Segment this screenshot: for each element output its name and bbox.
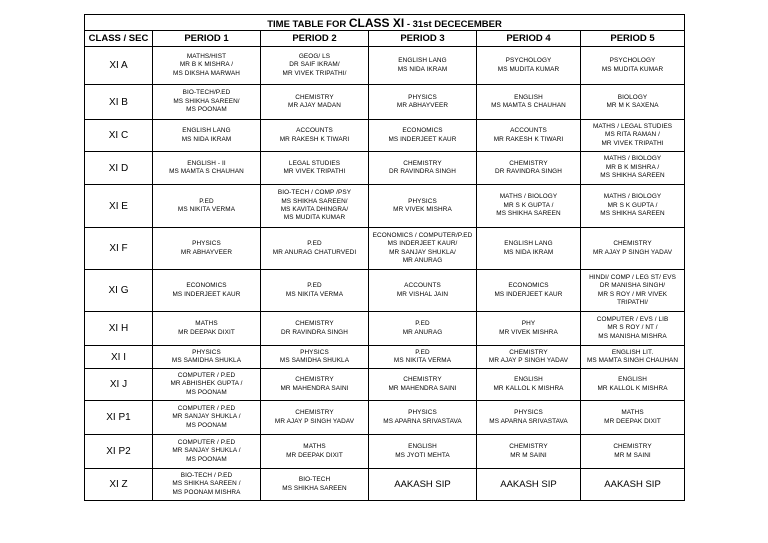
cell-line: MR ABHAYVEER	[180, 248, 233, 256]
cell-line: ECONOMICS	[402, 127, 443, 135]
period-5-cell	[581, 401, 685, 435]
period-1-cell	[153, 47, 261, 85]
cell-line: MS SHIKHA SAREEN/	[173, 97, 240, 105]
cell-line: MR M SAINI	[614, 451, 651, 459]
header-period-3: PERIOD 3	[369, 31, 477, 47]
class-sec-cell: XI E	[85, 185, 153, 228]
cell-line: DR RAVINDRA SINGH	[389, 168, 456, 175]
cell-line: AAKASH SIP	[500, 479, 557, 490]
cell-line: ECONOMICS	[186, 282, 227, 290]
class-sec-cell: XI H	[85, 312, 153, 346]
period-1-cell	[153, 120, 261, 152]
period-3-cell	[369, 152, 477, 185]
period-5-cell	[581, 120, 685, 152]
period-4-cell	[477, 152, 581, 185]
period-3-cell	[369, 312, 477, 346]
cell-line: COMPUTER / P.ED	[177, 404, 236, 412]
period-3-cell	[369, 85, 477, 120]
period-4-cell	[477, 369, 581, 401]
cell-line: MR DEEPAK DIXIT	[178, 328, 235, 336]
period-2-cell	[261, 369, 369, 401]
cell-line: MR S ROY / MR VIVEK TRIPATHI/	[597, 290, 668, 306]
cell-line: MR S K GUPTA /	[607, 201, 658, 209]
period-1-cell	[153, 469, 261, 501]
table-row	[85, 401, 685, 435]
cell-line: MR DEEPAK DIXIT	[604, 417, 661, 425]
table-row	[85, 47, 685, 85]
title-suffix: - 31st DECECEMBER	[404, 18, 502, 30]
table-row	[85, 152, 685, 185]
period-2-cell	[261, 152, 369, 185]
cell-line: GEOG/ LS	[298, 52, 331, 60]
period-1-cell	[153, 435, 261, 469]
cell-line: MS MAMTA SINGH CHAUHAN	[586, 357, 679, 364]
cell-line: CHEMISTRY	[403, 159, 442, 167]
period-5-cell	[581, 469, 685, 501]
cell-line: P.ED	[415, 348, 430, 356]
table-row	[85, 346, 685, 369]
cell-line: MR AJAY P SINGH YADAV	[274, 417, 355, 425]
class-sec-cell: XI B	[85, 85, 153, 120]
cell-line: BIOLOGY	[617, 93, 648, 101]
cell-line: CHEMISTRY	[509, 348, 548, 356]
class-sec-cell: XI D	[85, 152, 153, 185]
cell-line: PHYSICS	[408, 409, 437, 417]
header-period-5: PERIOD 5	[581, 31, 685, 47]
cell-line: BIO-TECH	[298, 476, 331, 484]
period-2-cell	[261, 85, 369, 120]
cell-line: PSYCHOLOGY	[609, 57, 656, 65]
class-sec-cell: XI A	[85, 47, 153, 85]
period-2-cell	[261, 401, 369, 435]
period-1-cell	[153, 369, 261, 401]
cell-line: MS POONAM	[186, 106, 227, 114]
cell-line: ACCOUNTS	[296, 127, 333, 135]
cell-line: MS POONAM	[186, 455, 227, 463]
cell-line: MR VIVEK TRIPATHI	[283, 168, 346, 175]
period-1-cell	[153, 312, 261, 346]
cell-line: ECONOMICS	[508, 282, 549, 290]
cell-line: PHYSICS	[192, 240, 221, 248]
period-3-cell	[369, 435, 477, 469]
cell-line: ACCOUNTS	[510, 127, 547, 135]
cell-line: MR VISHAL JAIN	[396, 290, 449, 298]
period-3-cell	[369, 401, 477, 435]
table-row	[85, 369, 685, 401]
period-4-cell	[477, 185, 581, 228]
period-3-cell	[369, 369, 477, 401]
cell-line: MR ANURAG CHATURVEDI	[272, 248, 357, 256]
cell-line: MS SHIKHA SAREEN	[600, 210, 665, 218]
header-period-4: PERIOD 4	[477, 31, 581, 47]
title-prefix: TIME TABLE FOR	[267, 18, 349, 30]
cell-line: MS POONAM	[186, 388, 227, 396]
cell-line: MS SHIKHA SAREEN	[282, 484, 347, 492]
cell-line: MS MUDITA KUMAR	[497, 65, 560, 73]
class-sec-cell: XI G	[85, 270, 153, 312]
period-4-cell	[477, 401, 581, 435]
period-3-cell	[369, 120, 477, 152]
cell-line: ENGLISH	[514, 93, 543, 101]
period-5-cell	[581, 47, 685, 85]
timetable	[84, 14, 685, 501]
header-period-1: PERIOD 1	[153, 31, 261, 47]
period-4-cell	[477, 469, 581, 501]
cell-line: CHEMISTRY	[509, 443, 548, 451]
cell-line: DR RAVINDRA SINGH	[495, 168, 562, 175]
cell-line: MS NIKITA VERMA	[177, 206, 236, 213]
cell-line: MS MAMTA S CHAUHAN	[491, 102, 566, 109]
cell-line: MR VIVEK TRIPATHI/	[282, 69, 347, 77]
cell-line: MR KALLOL K MISHRA	[493, 384, 564, 392]
cell-line: MS NIKITA VERMA	[393, 357, 452, 364]
period-2-cell	[261, 47, 369, 85]
cell-line: MS NIDA IKRAM	[503, 248, 554, 256]
period-1-cell	[153, 346, 261, 369]
header-row	[85, 31, 685, 47]
cell-line: MR ABHISHEK GUPTA /	[170, 380, 243, 388]
class-sec-cell: XI J	[85, 369, 153, 401]
period-5-cell	[581, 152, 685, 185]
cell-line: MS RITA RAMAN /	[605, 131, 661, 139]
cell-line: COMPUTER / EVS / LIB	[596, 315, 669, 323]
period-3-cell	[369, 270, 477, 312]
cell-line: CHEMISTRY	[613, 443, 652, 451]
period-4-cell	[477, 435, 581, 469]
cell-line: MATHS	[621, 409, 644, 417]
cell-line: ENGLISH	[408, 443, 437, 451]
cell-line: PHYSICS	[300, 348, 329, 356]
table-row	[85, 435, 685, 469]
period-2-cell	[261, 185, 369, 228]
period-1-cell	[153, 152, 261, 185]
cell-line: CHEMISTRY	[295, 320, 334, 328]
cell-line: DR RAVINDRA SINGH	[281, 328, 348, 336]
cell-line: MATHS	[195, 320, 218, 328]
period-5-cell	[581, 369, 685, 401]
cell-line: MATHS / LEGAL STUDIES	[592, 122, 673, 130]
cell-line: BIO-TECH / P.ED	[180, 471, 233, 479]
period-1-cell	[153, 270, 261, 312]
period-4-cell	[477, 120, 581, 152]
period-5-cell	[581, 185, 685, 228]
cell-line: MR ANURAG	[402, 256, 443, 264]
cell-line: P.ED	[199, 197, 214, 205]
cell-line: MR SANJAY SHUKLA /	[172, 413, 241, 421]
cell-line: PSYCHOLOGY	[505, 57, 552, 65]
table-row	[85, 312, 685, 346]
period-3-cell	[369, 228, 477, 270]
cell-line: CHEMISTRY	[403, 376, 442, 384]
period-2-cell	[261, 435, 369, 469]
class-sec-cell: XI C	[85, 120, 153, 152]
cell-line: MR RAKESH K TIWARI	[279, 135, 350, 143]
cell-line: MS SAMIDHA SHUKLA	[279, 357, 350, 364]
cell-line: MS INDERJEET KAUR/	[387, 240, 458, 248]
table-row	[85, 85, 685, 120]
cell-line: MS INDERJEET KAUR	[388, 135, 457, 143]
timetable-body	[85, 47, 685, 501]
cell-line: MS NIDA IKRAM	[397, 65, 448, 73]
period-3-cell	[369, 47, 477, 85]
cell-line: MR AJAY P SINGH YADAV	[592, 248, 673, 256]
period-2-cell	[261, 469, 369, 501]
class-sec-cell: XI P1	[85, 401, 153, 435]
cell-line: MR S ROY / NT /	[607, 324, 658, 332]
title-class: CLASS XI	[348, 15, 405, 30]
cell-line: ENGLISH	[618, 376, 647, 384]
cell-line: MS APARNA SRIVASTAVA	[383, 417, 462, 425]
period-5-cell	[581, 312, 685, 346]
cell-line: MS APARNA SRIVASTAVA	[489, 417, 568, 425]
cell-line: BIO-TECH/P.ED	[182, 89, 231, 97]
cell-line: ENGLISH LIT.	[611, 348, 654, 356]
period-2-cell	[261, 312, 369, 346]
table-row	[85, 228, 685, 270]
cell-line: PHY	[521, 320, 536, 328]
cell-line: MATHS / BIOLOGY	[603, 155, 662, 163]
cell-line: MR AJAY P SINGH YADAV	[488, 357, 569, 364]
period-3-cell	[369, 469, 477, 501]
cell-line: MR VIVEK MISHRA	[499, 328, 558, 336]
cell-line: MATHS/HIST	[186, 52, 227, 60]
cell-line: ENGLISH LANG	[182, 127, 231, 135]
cell-line: P.ED	[307, 282, 322, 290]
cell-line: PHYSICS	[192, 348, 221, 356]
timetable-title	[85, 15, 685, 31]
cell-line: MATHS / BIOLOGY	[499, 193, 558, 201]
table-row	[85, 120, 685, 152]
cell-line: MS INDERJEET KAUR	[172, 290, 241, 298]
cell-line: MR AJAY MADAN	[288, 102, 341, 109]
period-4-cell	[477, 85, 581, 120]
cell-line: PHYSICS	[408, 197, 437, 205]
cell-line: MS SHIKHA SAREEN	[496, 210, 561, 218]
cell-line: MS POONAM	[186, 421, 227, 429]
cell-line: PHYSICS	[514, 409, 543, 417]
cell-line: MS NIDA IKRAM	[181, 135, 232, 143]
period-5-cell	[581, 85, 685, 120]
cell-line: MS MAMTA S CHAUHAN	[169, 168, 244, 175]
cell-line: MATHS / BIOLOGY	[603, 193, 662, 201]
period-5-cell	[581, 270, 685, 312]
cell-line: MR VIVEK TRIPATHI	[601, 139, 664, 147]
period-4-cell	[477, 47, 581, 85]
period-1-cell	[153, 185, 261, 228]
period-2-cell	[261, 120, 369, 152]
period-4-cell	[477, 312, 581, 346]
period-3-cell	[369, 346, 477, 369]
period-5-cell	[581, 435, 685, 469]
cell-line: MS NIKITA VERMA	[285, 290, 344, 298]
cell-line: MS SHIKHA SAREEN /	[172, 480, 241, 488]
class-sec-cell: XI F	[85, 228, 153, 270]
cell-line: MR SANJAY SHUKLA /	[172, 447, 241, 455]
period-2-cell	[261, 228, 369, 270]
cell-line: MS SAMIDHA SHUKLA	[171, 357, 242, 364]
cell-line: DR SAIF IKRAM/	[289, 61, 340, 69]
cell-line: MR B K MISHRA /	[179, 61, 234, 69]
cell-line: MR M K SAXENA	[606, 102, 659, 109]
period-1-cell	[153, 401, 261, 435]
class-sec-cell: XI P2	[85, 435, 153, 469]
cell-line: DR MANISHA SINGH/	[599, 282, 666, 290]
period-2-cell	[261, 270, 369, 312]
header-period-2: PERIOD 2	[261, 31, 369, 47]
cell-line: MS MUDITA KUMAR	[601, 65, 664, 73]
cell-line: MR DEEPAK DIXIT	[286, 451, 343, 459]
cell-line: MS SHIKHA SAREEN	[600, 172, 665, 180]
cell-line: MR B K MISHRA /	[605, 163, 660, 171]
cell-line: MS MUDITA KUMAR	[283, 214, 346, 222]
cell-line: ACCOUNTS	[404, 282, 441, 290]
cell-line: MR SANJAY SHUKLA/	[389, 248, 456, 256]
cell-line: CHEMISTRY	[295, 376, 334, 384]
period-4-cell	[477, 346, 581, 369]
class-sec-cell: XI I	[85, 346, 153, 369]
period-5-cell	[581, 228, 685, 270]
cell-line: MS JYOTI MEHTA	[395, 451, 450, 459]
cell-line: AAKASH SIP	[394, 479, 451, 490]
cell-line: MR VIVEK MISHRA	[393, 206, 452, 213]
cell-line: MR MAHENDRA SAINI	[280, 384, 349, 392]
cell-line: MS POONAM MISHRA	[172, 488, 241, 496]
cell-line: MR ANURAG	[402, 328, 443, 336]
cell-line: ENGLISH	[514, 376, 543, 384]
header-class-sec: CLASS / SEC	[85, 31, 153, 47]
period-5-cell	[581, 346, 685, 369]
cell-line: MR ABHAYVEER	[396, 102, 449, 109]
cell-line: PHYSICS	[408, 93, 437, 101]
cell-line: MS KAVITA DHINGRA/	[280, 206, 349, 213]
cell-line: MATHS	[303, 443, 326, 451]
cell-line: BIO-TECH / COMP /PSY	[277, 189, 352, 197]
table-row	[85, 270, 685, 312]
cell-line: COMPUTER / P.ED	[177, 371, 236, 379]
cell-line: MS MANISHA MISHRA	[598, 332, 667, 340]
cell-line: MS DIKSHA MARWAH	[173, 69, 240, 77]
cell-line: MS SHIKHA SAREEN/	[281, 197, 348, 205]
cell-line: CHEMISTRY	[613, 240, 652, 248]
cell-line: P.ED	[307, 240, 322, 248]
period-4-cell	[477, 270, 581, 312]
cell-line: MR KALLOL K MISHRA	[597, 384, 668, 392]
cell-line: MR M SAINI	[510, 451, 547, 459]
cell-line: LEGAL STUDIES	[288, 159, 341, 167]
class-sec-cell: XI Z	[85, 469, 153, 501]
cell-line: CHEMISTRY	[509, 159, 548, 167]
period-1-cell	[153, 228, 261, 270]
cell-line: CHEMISTRY	[295, 93, 334, 101]
cell-line: P.ED	[415, 320, 430, 328]
period-3-cell	[369, 185, 477, 228]
period-4-cell	[477, 228, 581, 270]
cell-line: AAKASH SIP	[604, 479, 661, 490]
table-row	[85, 185, 685, 228]
cell-line: MR MAHENDRA SAINI	[388, 384, 457, 392]
cell-line: COMPUTER / P.ED	[177, 438, 236, 446]
cell-line: MR S K GUPTA /	[503, 201, 554, 209]
cell-line: CHEMISTRY	[295, 409, 334, 417]
period-2-cell	[261, 346, 369, 369]
cell-line: ENGLISH LANG	[504, 240, 553, 248]
cell-line: ECONOMICS / COMPUTER/P.ED	[372, 231, 473, 239]
cell-line: MR RAKESH K TIWARI	[493, 135, 564, 143]
cell-line: MS INDERJEET KAUR	[494, 290, 563, 298]
table-row	[85, 469, 685, 501]
period-1-cell	[153, 85, 261, 120]
cell-line: HINDI/ COMP / LEG ST/ EVS	[589, 273, 676, 281]
cell-line: ENGLISH - II	[187, 159, 226, 167]
cell-line: ENGLISH LANG	[398, 57, 447, 65]
